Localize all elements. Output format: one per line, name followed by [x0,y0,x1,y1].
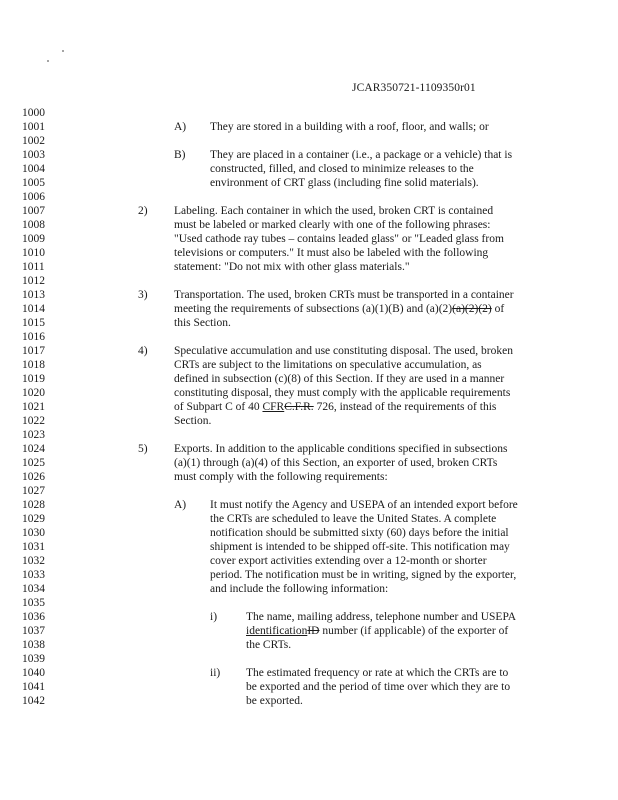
paragraph-text-line [174,400,496,414]
scan-speck [47,60,49,62]
paragraph-text-line: statement: "Do not mix with other glass materials." [174,261,410,273]
struck-text: (a)(2)(2) [452,303,492,315]
line-number: 1011 [22,261,45,273]
paragraph-text-line: televisions or computers." It must also be labeled with the following [174,247,489,259]
line-number: 1038 [22,639,45,651]
line-number: 1040 [22,667,45,679]
paragraph-label: 2) [138,205,148,217]
text-run: 726, instead of the requirements of this [313,401,497,413]
text-run: of [491,303,505,315]
line-number: 1030 [22,527,45,539]
item-text-line: shipment is intended to be shipped off-site. This notification may [210,541,510,553]
line-number: 1006 [22,191,45,203]
item-label: A) [174,121,187,133]
line-number: 1025 [22,457,45,469]
line-number: 1041 [22,681,45,693]
subitem-text-line: The estimated frequency or rate at which the CRTs are to [246,667,509,679]
line-number: 1005 [22,177,45,189]
line-number: 1004 [22,163,45,175]
paragraph-label: 5) [138,443,148,455]
line-number: 1010 [22,247,45,259]
item-text-line: environment of CRT glass (including fine solid materials). [210,177,479,189]
inserted-text: identification [246,625,308,637]
line-number: 1018 [22,359,45,371]
item-text-line: and include the following information: [210,583,389,595]
line-number: 1015 [22,317,45,329]
line-number: 1031 [22,541,45,553]
line-number: 1026 [22,471,45,483]
paragraph-text-line [174,302,504,316]
subitem-text-line [246,624,508,638]
item-text-line: notification should be submitted sixty (60) days before the initial [210,527,509,539]
paragraph-text-line: "Used cathode ray tubes – contains leaded glass" or "Leaded glass from [174,233,504,245]
line-number: 1008 [22,219,45,231]
subitem-text-line: be exported and the period of time over which they are to [246,681,511,693]
paragraph-text-line: Exports. In addition to the applicable conditions specified in subsections [174,443,508,455]
item-text-line: the CRTs are scheduled to leave the United States. A complete [210,513,497,525]
line-number: 1009 [22,233,45,245]
struck-text: C.F.R. [284,401,314,413]
paragraph-label: 4) [138,345,148,357]
text-run: of Subpart C of 40 [174,401,263,413]
line-number: 1001 [22,121,45,133]
line-number: 1021 [22,401,45,413]
text-run: number (if applicable) of the exporter of [319,625,509,637]
line-number: 1012 [22,275,45,287]
paragraph-text-line: must comply with the following requirements: [174,471,388,483]
line-number: 1019 [22,373,45,385]
line-number: 1024 [22,443,45,455]
line-number: 1028 [22,499,45,511]
paragraph-text-line: CRTs are subject to the limitations on speculative accumulation, as [174,359,482,371]
line-number: 1003 [22,149,45,161]
line-number: 1042 [22,695,45,707]
line-number: 1033 [22,569,45,581]
subitem-label: ii) [210,667,221,679]
line-number: 1022 [22,415,45,427]
line-number: 1016 [22,331,45,343]
paragraph-text-line: Section. [174,415,212,427]
document-header: JCAR350721-1109350r01 [352,82,476,94]
item-text-line: cover export activities extending over a 12-month or shorter [210,555,487,567]
paragraph-text-line: Transportation. The used, broken CRTs must be transported in a container [174,289,514,301]
text-run: meeting the requirements of subsections (a)(1)(B) and (a)(2) [174,303,453,315]
line-number: 1023 [22,429,45,441]
subitem-text-line: be exported. [246,695,303,707]
line-number: 1007 [22,205,45,217]
struck-text: ID [307,625,320,637]
line-number: 1036 [22,611,45,623]
paragraph-text-line: must be labeled or marked clearly with one of the following phrases: [174,219,491,231]
line-number: 1039 [22,653,45,665]
paragraph-text-line: this Section. [174,317,231,329]
paragraph-text-line: (a)(1) through (a)(4) of this Section, an exporter of used, broken CRTs [174,457,498,469]
subitem-text-line: the CRTs. [246,639,292,651]
paragraph-label: 3) [138,289,148,301]
item-label: B) [174,149,186,161]
item-text-line: constructed, filled, and closed to minimize releases to the [210,163,474,175]
item-text-line: They are placed in a container (i.e., a package or a vehicle) that is [210,149,513,161]
line-number: 1002 [22,135,45,147]
line-number: 1037 [22,625,45,637]
line-number: 1020 [22,387,45,399]
item-text-line: They are stored in a building with a roof, floor, and walls; or [210,121,489,133]
line-number: 1014 [22,303,45,315]
item-text-line: period. The notification must be in writing, signed by the exporter, [210,569,517,581]
line-number: 1013 [22,289,45,301]
line-number: 1034 [22,583,45,595]
line-number: 1032 [22,555,45,567]
subitem-label: i) [210,611,218,623]
line-number: 1027 [22,485,45,497]
scan-speck [62,50,64,52]
item-label: A) [174,499,187,511]
item-text-line: It must notify the Agency and USEPA of an intended export before [210,499,518,511]
paragraph-text-line: constituting disposal, they must comply with the applicable requirements [174,387,511,399]
line-number: 1035 [22,597,45,609]
line-number: 1000 [22,107,45,119]
subitem-text-line: The name, mailing address, telephone number and USEPA [246,611,517,623]
inserted-text: CFR [262,401,285,413]
paragraph-text-line: defined in subsection (c)(8) of this Section. If they are used in a manner [174,373,505,385]
line-number: 1029 [22,513,45,525]
paragraph-text-line: Speculative accumulation and use constituting disposal. The used, broken [174,345,513,357]
paragraph-text-line: Labeling. Each container in which the used, broken CRT is contained [174,205,494,217]
line-number: 1017 [22,345,45,357]
